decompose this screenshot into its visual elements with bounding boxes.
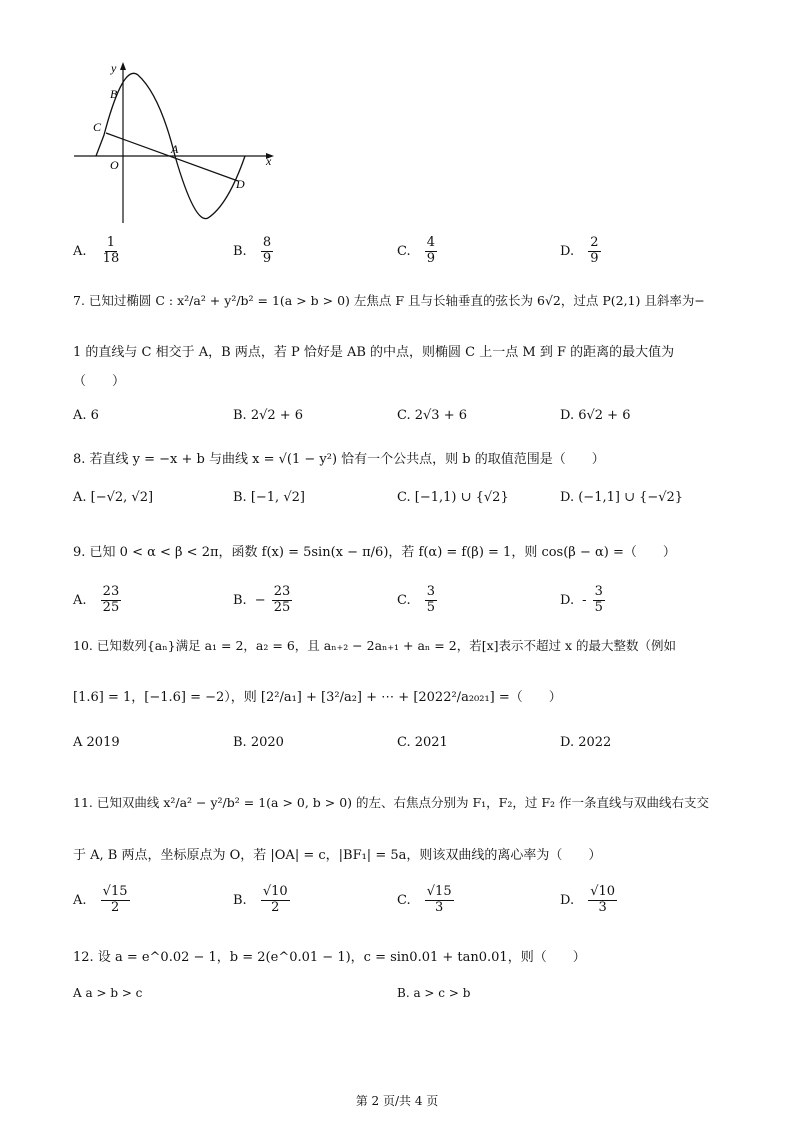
q7-line2: 1 的直线与 C 相交于 A，B 两点，若 P 恰好是 AB 的中点，则椭圆 C 上一点 M 到 F 的距离的最大值为 <box>73 345 675 360</box>
q6-option-d: D. $\frac{2}{9}$ <box>560 235 599 266</box>
point-d-label: D <box>236 177 245 191</box>
page-footer: 第 2 页/共 4 页 <box>355 1094 439 1108</box>
q11-option-a: A. $\frac{√15}{2}$ <box>73 884 128 915</box>
line-cd <box>106 133 238 181</box>
q6-option-a: A. $\frac{1}{18}$ <box>73 235 120 266</box>
q6-option-c: C. $\frac{4}{9}$ <box>397 235 436 266</box>
q7-option-d: D. 6√2 + 6 <box>560 408 631 423</box>
q10-option-d: D. 2022 <box>560 735 612 750</box>
q11-option-b: B. $\frac{√10}{2}$ <box>233 884 288 915</box>
q9-option-c: C. $\frac{3}{5}$ <box>397 584 436 615</box>
q8-option-b: B. [−1, √2] <box>233 490 305 505</box>
q7-line1: 7. 已知过椭圆 C : x²/a² + y²/b² = 1(a > b > 0) 左焦点 F 且与长轴垂直的弦长为 6√2，过点 P(2,1) 且斜率为− <box>73 293 705 308</box>
q9-option-b: B. − $\frac{23}{25}$ <box>233 584 291 615</box>
q8-line1: 8. 若直线 y = −x + b 与曲线 x = √(1 − y²) 恰有一个公共点，则 b 的取值范围是（ ） <box>73 452 605 467</box>
q10-option-a: A 2019 <box>73 735 120 750</box>
q6-option-b: B. $\frac{8}{9}$ <box>233 235 272 266</box>
q10-option-c: C. 2021 <box>397 735 448 750</box>
q11-line2: 于 A, B 两点，坐标原点为 O，若 |OA| = c，|BF₁| = 5a，则该双曲线的离心率为（ ） <box>73 848 602 863</box>
q10-line2: [1.6] = 1，[−1.6] = −2），则 [2²/a₁] + [3²/a₂] + ⋯ + [2022²/a₂₀₂₁] =（ ） <box>73 690 562 705</box>
axis-y-label: y <box>111 61 117 75</box>
q12-line1: 12. 设 a = e^0.02 − 1，b = 2(e^0.01 − 1)，c = sin0.01 + tan0.01，则（ ） <box>73 950 586 965</box>
q10-option-b: B. 2020 <box>233 735 284 750</box>
q8-option-d: D. (−1,1] ∪ {−√2} <box>560 490 684 505</box>
q9-option-a: A. $\frac{23}{25}$ <box>73 584 120 615</box>
q11-option-c: C. $\frac{√15}{3}$ <box>397 884 452 915</box>
q7-option-b: B. 2√2 + 6 <box>233 408 304 423</box>
point-c-label: C <box>93 120 102 134</box>
q8-option-a: A. [−√2, √2] <box>73 490 154 505</box>
q11-option-d: D. $\frac{√10}{3}$ <box>560 884 616 915</box>
origin-label: O <box>110 158 119 172</box>
q12-option-a: A a > b > c <box>73 986 143 1000</box>
q7-line3: （ ） <box>73 374 126 389</box>
q7-option-c: C. 2√3 + 6 <box>397 408 468 423</box>
q9-line1: 9. 已知 0 < α < β < 2π，函数 f(x) = 5sin(x − π/6)，若 f(α) = f(β) = 1，则 cos(β − α) =（ ） <box>73 545 676 560</box>
axis-x-label: x <box>266 154 272 168</box>
q8-option-c: C. [−1,1) ∪ {√2} <box>397 490 509 505</box>
q7-option-a: A. 6 <box>73 408 99 423</box>
q11-line1: 11. 已知双曲线 x²/a² − y²/b² = 1(a > 0, b > 0) 的左、右焦点分别为 F₁，F₂，过 F₂ 作一条直线与双曲线右支交 <box>73 795 709 810</box>
sine-graph <box>60 55 290 230</box>
q12-option-b: B. a > c > b <box>397 986 471 1000</box>
q9-option-d: D. - $\frac{3}{5}$ <box>560 584 603 615</box>
q10-line1: 10. 已知数列{aₙ}满足 a₁ = 2，a₂ = 6，且 aₙ₊₂ − 2aₙ₊₁ + aₙ = 2，若[x]表示不超过 x 的最大整数（例如 <box>73 638 677 653</box>
point-a-label: A <box>171 142 179 156</box>
point-b-label: B <box>110 87 118 101</box>
